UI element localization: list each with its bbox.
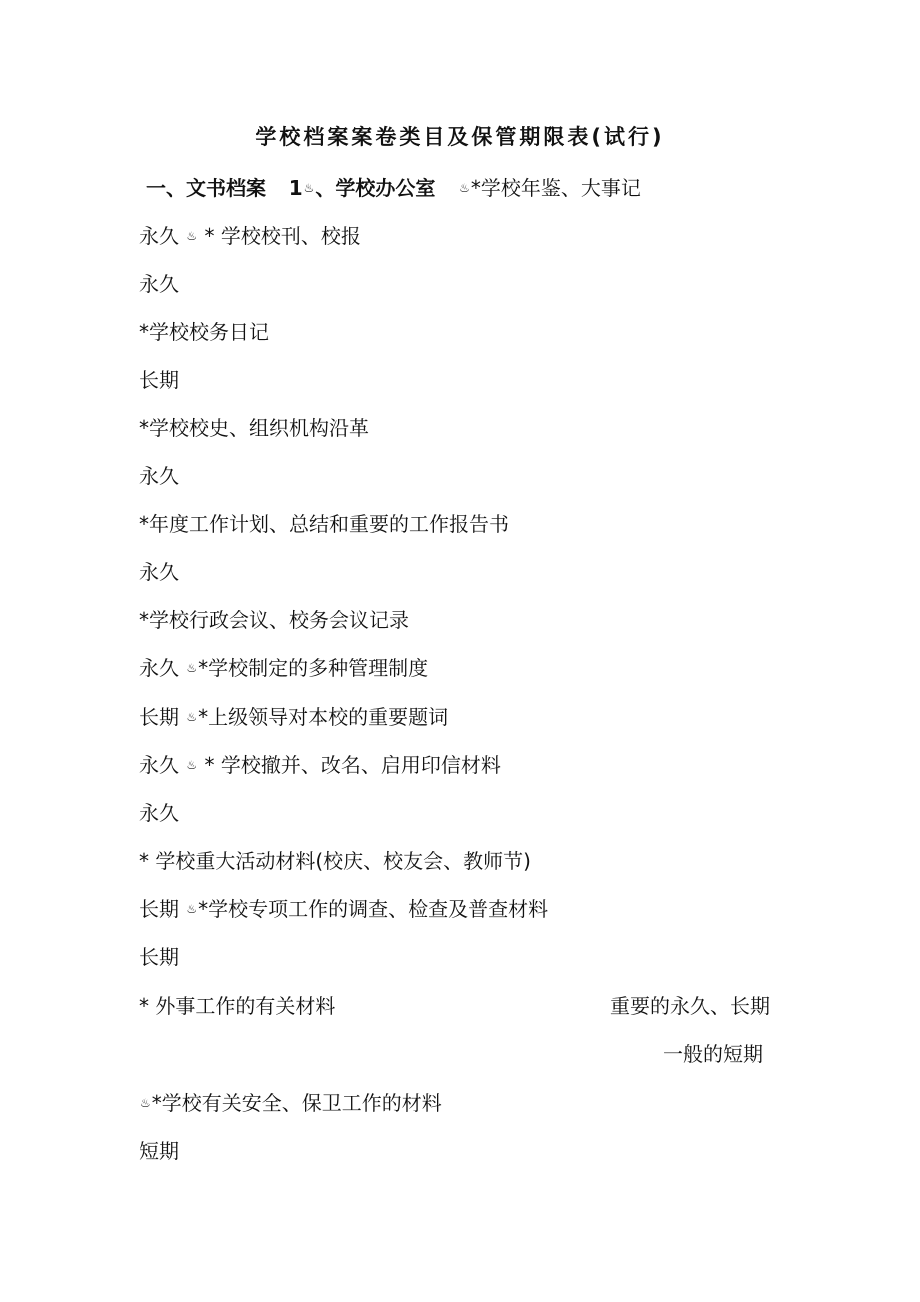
item-text: *学校年鉴、大事记 xyxy=(470,176,641,200)
marker-icon: ♨ xyxy=(459,181,470,195)
retention-period: 永久 xyxy=(139,656,179,680)
list-item xyxy=(139,366,179,394)
list-item xyxy=(139,222,361,250)
section-title: 一、文书档案 xyxy=(146,176,266,200)
list-item xyxy=(139,270,179,298)
item-text: *上级领导对本校的重要题词 xyxy=(198,705,449,729)
list-item xyxy=(139,703,448,731)
item-text: * 学校重大活动材料(校庆、校友会、教师节) xyxy=(139,849,531,873)
item-text: * 外事工作的有关材料 xyxy=(139,994,336,1018)
retention-period: 永久 xyxy=(139,464,179,488)
marker-icon: ♨ xyxy=(186,661,198,675)
item-text: *学校校务日记 xyxy=(139,320,269,344)
marker-icon: ♨ xyxy=(186,902,198,916)
item-text: *学校行政会议、校务会议记录 xyxy=(139,608,409,632)
marker-icon: ♨ xyxy=(186,710,198,724)
retention-period: 永久 xyxy=(139,224,179,248)
marker-icon: ♨ xyxy=(303,181,315,195)
list-item xyxy=(139,510,509,538)
marker-icon: ♨ xyxy=(186,758,198,772)
retention-period: 长期 xyxy=(139,897,179,921)
item-text: *学校校史、组织机构沿革 xyxy=(139,416,369,440)
item-text: * 学校撤并、改名、启用印信材料 xyxy=(204,753,501,777)
retention-period: 长期 xyxy=(139,705,179,729)
retention-note: 重要的永久、长期 xyxy=(610,994,770,1018)
list-item xyxy=(139,1089,442,1117)
list-item xyxy=(139,654,428,682)
document-title: 学校档案案卷类目及保管期限表(试行) xyxy=(255,125,665,149)
item-text: *学校专项工作的调查、检查及普查材料 xyxy=(198,897,549,921)
retention-period: 短期 xyxy=(139,1139,179,1163)
item-text: * 学校校刊、校报 xyxy=(204,224,361,248)
marker-icon: ♨ xyxy=(186,229,198,243)
retention-period: 长期 xyxy=(139,368,179,392)
list-item xyxy=(139,992,335,1020)
section-heading-line xyxy=(146,174,641,202)
list-item xyxy=(139,943,179,971)
list-item xyxy=(139,606,409,634)
subsection-name: 、学校办公室 xyxy=(315,176,436,200)
list-item xyxy=(139,895,548,923)
list-item xyxy=(139,558,179,586)
list-item xyxy=(139,799,179,827)
retention-period: 永久 xyxy=(139,560,179,584)
list-item xyxy=(139,847,531,875)
item-text: *学校有关安全、保卫工作的材料 xyxy=(151,1091,442,1115)
retention-period: 永久 xyxy=(139,753,179,777)
retention-period: 永久 xyxy=(139,801,179,825)
retention-note: 一般的短期 xyxy=(663,1042,763,1066)
item-text: *年度工作计划、总结和重要的工作报告书 xyxy=(139,512,509,536)
marker-icon: ♨ xyxy=(140,1096,151,1110)
subsection-number: 1 xyxy=(288,176,303,200)
list-item xyxy=(139,462,179,490)
list-item xyxy=(139,751,501,779)
retention-period: 长期 xyxy=(139,945,179,969)
list-item xyxy=(139,414,369,442)
list-item xyxy=(139,318,269,346)
list-item xyxy=(139,1137,179,1165)
retention-period: 永久 xyxy=(139,272,179,296)
item-text: *学校制定的多种管理制度 xyxy=(198,656,429,680)
